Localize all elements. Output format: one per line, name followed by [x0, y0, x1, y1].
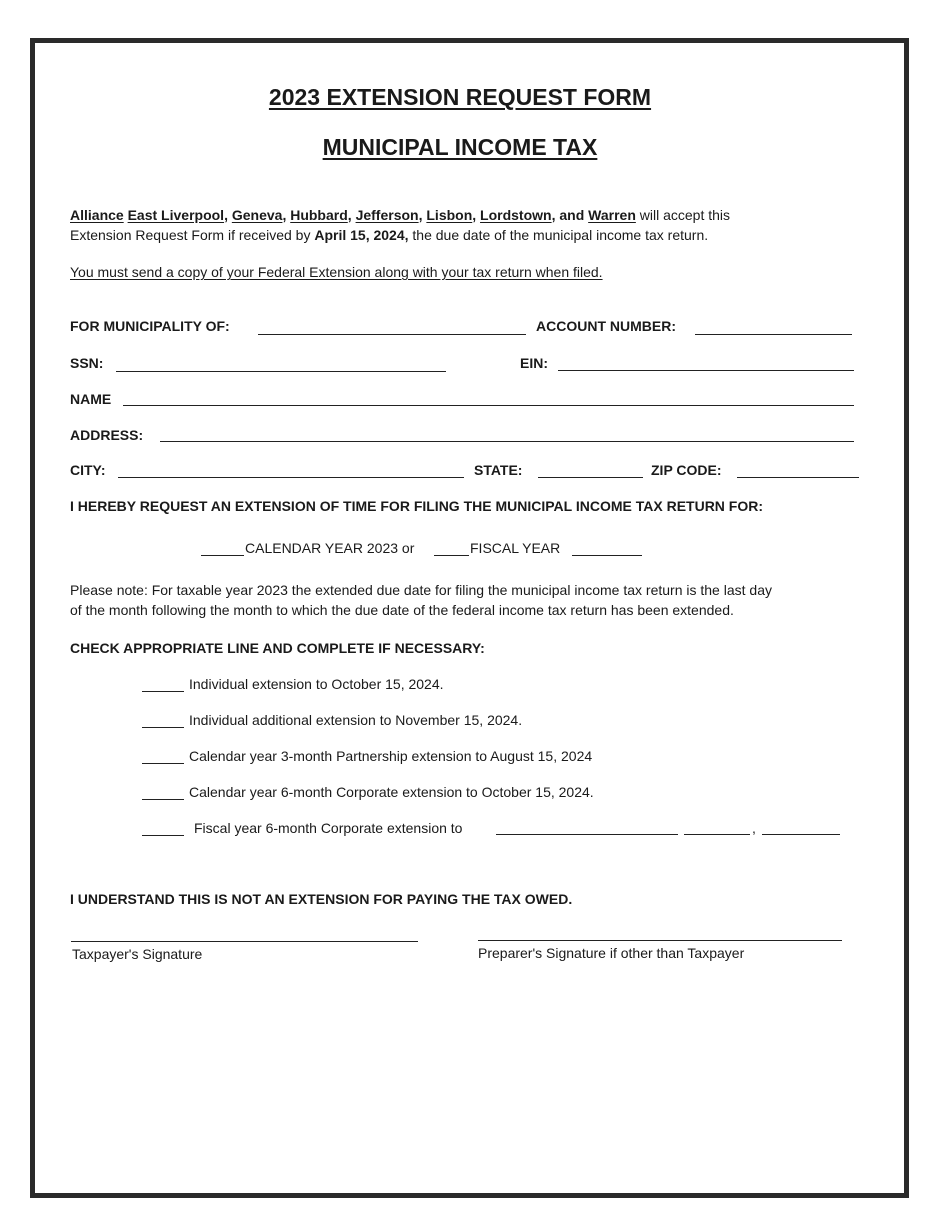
accept-text: will accept this — [639, 207, 731, 223]
fiscal-month-input-line[interactable] — [496, 834, 678, 835]
check-heading: CHECK APPROPRIATE LINE AND COMPLETE IF NECESSARY: — [70, 640, 485, 656]
municipality-east-liverpool: East Liverpool — [127, 207, 225, 223]
payment-disclaimer: I UNDERSTAND THIS IS NOT AN EXTENSION FOR PAYING THE TAX OWED. — [70, 891, 573, 907]
municipality-input-line[interactable] — [258, 334, 526, 335]
ein-input-line[interactable] — [558, 370, 854, 371]
fiscal-year-end-input-line[interactable] — [762, 834, 840, 835]
city-input-line[interactable] — [118, 477, 464, 478]
name-input-line[interactable] — [123, 405, 854, 406]
account-number-label: ACCOUNT NUMBER: — [536, 318, 676, 334]
date-comma: , — [752, 820, 756, 836]
municipality-lisbon: Lisbon — [426, 207, 473, 223]
option-2-check-line[interactable] — [142, 727, 184, 728]
option-1-check-line[interactable] — [142, 691, 184, 692]
state-label: STATE: — [474, 462, 523, 478]
city-label: CITY: — [70, 462, 106, 478]
municipality-jefferson: Jefferson — [355, 207, 419, 223]
municipality-label: FOR MUNICIPALITY OF: — [70, 318, 230, 334]
municipality-alliance: Alliance — [70, 207, 124, 223]
option-3-label: Calendar year 3-month Partnership extension to August 15, 2024 — [189, 748, 593, 764]
intro-line-2: Extension Request Form if received by April 15, 2024, the due date of the municipal income tax return. — [70, 227, 709, 243]
state-input-line[interactable] — [538, 477, 643, 478]
option-1-label: Individual extension to October 15, 2024. — [189, 676, 444, 692]
option-5-check-line[interactable] — [142, 835, 184, 836]
address-input-line[interactable] — [160, 441, 854, 442]
federal-extension-note: You must send a copy of your Federal Extension along with your tax return when filed. — [70, 264, 603, 280]
taxpayer-signature-line[interactable] — [71, 941, 418, 942]
municipality-geneva: Geneva — [231, 207, 283, 223]
note-line-2: of the month following the month to which the due date of the federal income tax return has been extended. — [70, 602, 734, 618]
preparer-signature-line[interactable] — [478, 940, 842, 941]
fiscal-year-input-line[interactable] — [572, 555, 642, 556]
option-2-label: Individual additional extension to November 15, 2024. — [189, 712, 523, 728]
due-date: April 15, 2024, — [314, 227, 409, 243]
and-text: and — [559, 207, 585, 223]
calendar-year-label: CALENDAR YEAR 2023 or — [245, 540, 415, 556]
option-5-label: Fiscal year 6-month Corporate extension to — [194, 820, 463, 836]
option-4-label: Calendar year 6-month Corporate extension to October 15, 2024. — [189, 784, 594, 800]
fiscal-year-check-line[interactable] — [434, 555, 469, 556]
municipality-hubbard: Hubbard — [290, 207, 348, 223]
preparer-signature-label: Preparer's Signature if other than Taxpayer — [478, 945, 745, 961]
municipality-warren: Warren — [588, 207, 636, 223]
option-4-check-line[interactable] — [142, 799, 184, 800]
taxpayer-signature-label: Taxpayer's Signature — [72, 946, 203, 962]
account-number-input-line[interactable] — [695, 334, 852, 335]
zip-code-label: ZIP CODE: — [651, 462, 722, 478]
ssn-label: SSN: — [70, 355, 104, 371]
fiscal-day-input-line[interactable] — [684, 834, 750, 835]
note-line-1: Please note: For taxable year 2023 the extended due date for filing the municipal income tax return is the last day — [70, 582, 772, 598]
option-3-check-line[interactable] — [142, 763, 184, 764]
form-subtitle: MUNICIPAL INCOME TAX — [322, 134, 598, 160]
name-label: NAME — [70, 391, 112, 407]
fiscal-year-label: FISCAL YEAR — [470, 540, 561, 556]
request-heading: I HEREBY REQUEST AN EXTENSION OF TIME FOR FILING THE MUNICIPAL INCOME TAX RETURN FOR: — [70, 498, 764, 514]
municipality-lordstown: Lordstown — [480, 207, 552, 223]
intro-line-1: Alliance East Liverpool, Geneva, Hubbard, Jefferson, Lisbon, Lordstown, and Warren will accept this — [70, 207, 731, 223]
ssn-input-line[interactable] — [116, 371, 446, 372]
ein-label: EIN: — [520, 355, 548, 371]
calendar-year-check-line[interactable] — [201, 555, 244, 556]
form-title: 2023 EXTENSION REQUEST FORM — [268, 84, 652, 110]
address-label: ADDRESS: — [70, 427, 144, 443]
zip-code-input-line[interactable] — [737, 477, 859, 478]
